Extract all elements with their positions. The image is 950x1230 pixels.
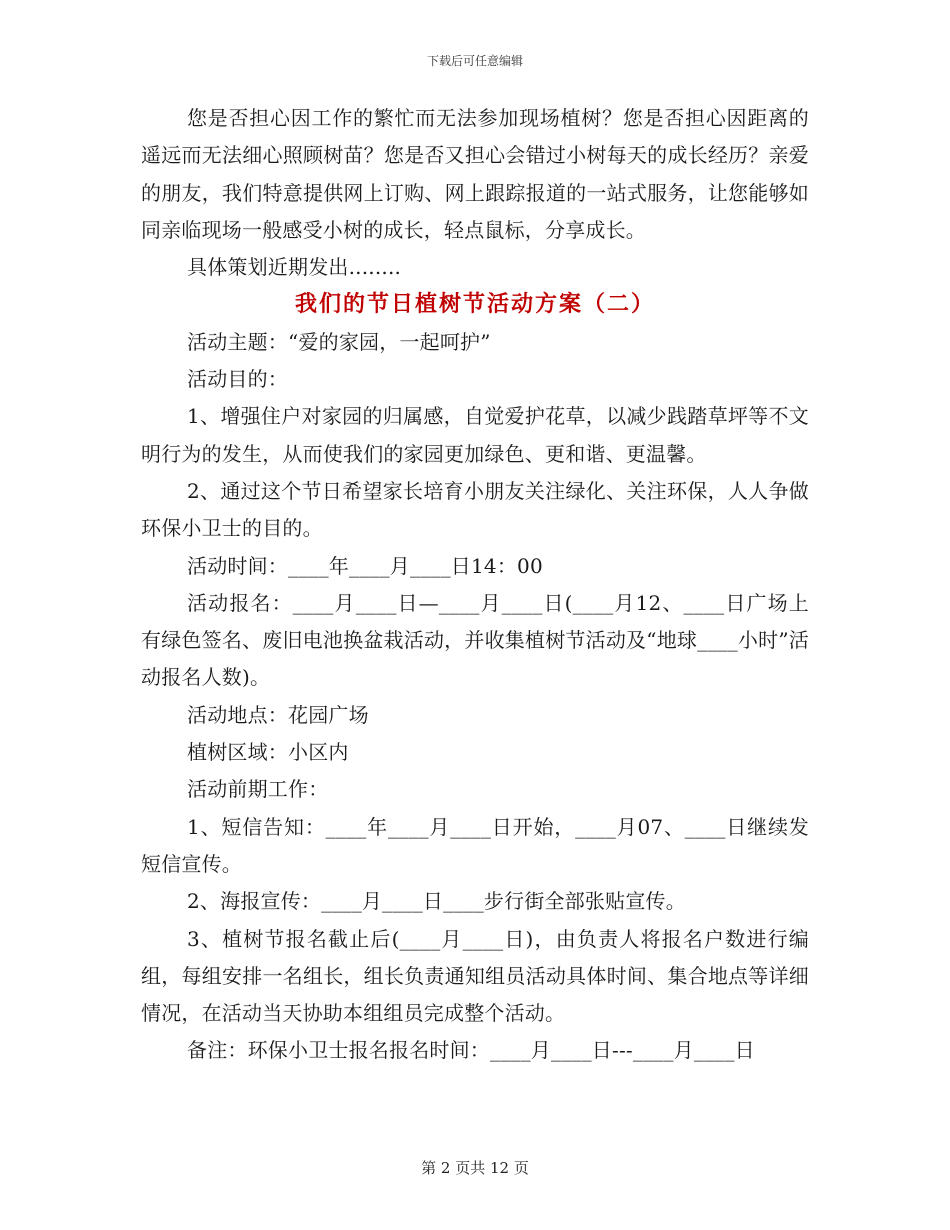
remark: 备注：环保小卫士报名报名时间：____月____日---____月____日 xyxy=(187,1038,755,1063)
document-body xyxy=(141,100,809,1070)
activity-purpose-heading: 活动目的： xyxy=(187,367,288,392)
prep-item-3: 3、植树节报名截止后(____月____日)，由负责人将报名户数进行编组，每组安排一名组长，组长负责通知组员活动具体时间、集合地点等详细情况，在活动当天协助本组组员完成整个活动。 xyxy=(141,926,809,1026)
section-title: 我们的节日植树节活动方案（二） xyxy=(294,291,655,318)
activity-theme: 活动主题：“爱的家园，一起呵护” xyxy=(187,329,491,354)
page-header: 下载后可任意编辑 xyxy=(426,54,523,68)
activity-location: 活动地点：花园广场 xyxy=(187,702,369,727)
prep-item-1: 1、短信告知：____年____月____日开始，____月07、____日继续发短信宣传。 xyxy=(141,814,809,876)
activity-registration: 活动报名：____月____日—____月____日(____月12、____日广场上有绿色签名、废旧电池换盆栽活动，并收集植树节活动及“地球____小时”活动报名人数)。 xyxy=(141,590,809,690)
prep-item-2: 2、海报宣传：____月____日____步行街全部张贴宣传。 xyxy=(187,889,686,914)
purpose-item-1: 1、增强住户对家园的归属感，自觉爱护花草，以减少践踏草坪等不文明行为的发生，从而使我们的家园更加绿色、更和谐、更温馨。 xyxy=(141,404,809,466)
planting-area: 植树区域：小区内 xyxy=(187,740,349,765)
prep-work-heading: 活动前期工作： xyxy=(187,777,329,802)
purpose-item-2: 2、通过这个节日希望家长培育小朋友关注绿化、关注环保，人人争做环保小卫士的目的。 xyxy=(141,478,809,541)
page-footer: 第 2 页共 12 页 xyxy=(421,1159,529,1177)
activity-time: 活动时间：____年____月____日14：00 xyxy=(187,553,543,578)
plan-notice: 具体策划近期发出........ xyxy=(187,255,402,280)
intro-paragraph: 您是否担心因工作的繁忙而无法参加现场植树？您是否担心因距离的遥远而无法细心照顾树苗？您是否又担心会错过小树每天的成长经历？亲爱的朋友，我们特意提供网上订购、网上跟踪报道的一站式服务，让您能够如同亲临现场一般感受小树的成长，轻点鼠标，分享成长。 xyxy=(141,106,809,242)
